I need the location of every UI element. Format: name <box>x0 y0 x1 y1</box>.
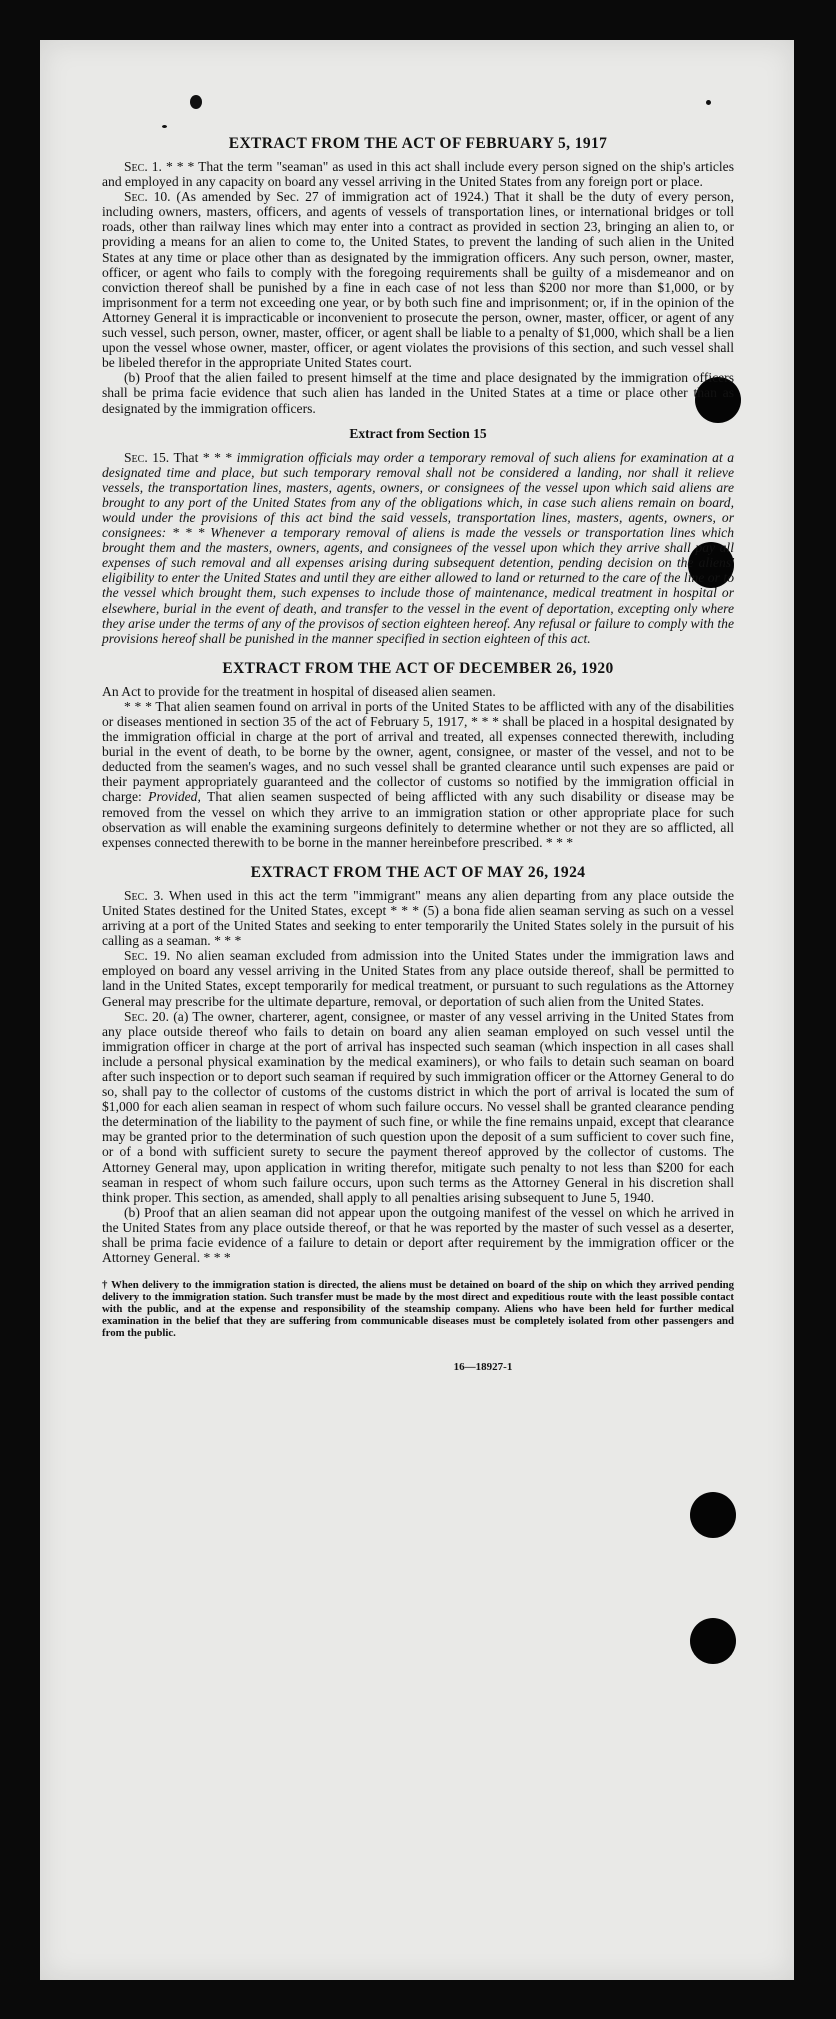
paragraph-sec-20 <box>102 1009 734 1205</box>
paragraph-sec-19 <box>102 948 734 1008</box>
heading-act-1924: EXTRACT FROM THE ACT OF MAY 26, 1924 <box>250 863 586 881</box>
section-label: Sec. 20. <box>124 1008 169 1024</box>
section-text: immigration officials may order a temporary removal of such aliens for examination at a designated time and place, but such temporary removal shall not be considered a landing, nor shall it relieve vessels, the transportation lines, masters, agents, owners, or consignees of the vessel upon which said aliens are brought to any port of the United States from any of the obligations which, in case such aliens remain on board, would under the provisions of this act bind the said vessels, transportation lines, masters, agents, owners, or consignees: * * * Whenever a temporary removal of aliens is made the vessels or transportation lines which brought them and the masters, owners, agents, and consignees of the vessel upon which they arrive shall pay all expenses of such removal and all expenses arising during subsequent detention, pending decision on the aliens' eligibility to enter the United States and until they are either allowed to land or returned to the care of the line or to the vessel which brought them, such expenses to include those of maintenance, medical treatment in hospital or elsewhere, burial in the event of death, and transfer to the vessel in the event of deportation, excepting only where they arise under the terms of any of the provisos of section eighteen hereof. Any refusal or failure to comply with the provisions hereof shall be punished in the manner specified in section eighteen of this act. <box>102 449 734 646</box>
paragraph-sec-3 <box>102 888 734 948</box>
section-text: * * * That the term "seaman" as used in this act shall include every person signed on the ship's articles and employed in any capacity on board any vessel arriving in the United States from any foreign port or place. <box>102 159 734 190</box>
paragraph-sec-15 <box>102 450 734 646</box>
proviso-label: Provided, <box>148 789 201 805</box>
section-text-2: That alien seamen suspected of being afflicted with any such disability or disease may be removed from the vessel on which they arrive to an immigration station or other appropriate place for such observation as will enable the examining surgeons definitely to determine whether or not they are so afflicted, all expenses connected therewith to be borne in the manner hereinbefore prescribed. * * * <box>102 789 734 850</box>
form-number: 16—18927-1 <box>453 1361 513 1374</box>
footnote-text: † When delivery to the immigration station is directed, the aliens must be detained on board of the ship on which they arrived pending delivery to the immigration station. Such transfer must be made by the most direct and expeditious route with the least possible contact with the public, and at the expense and responsibility of the steamship company. Aliens who have been held for further medical examination in the belief that they are suffering from communicable diseases must be completely isolated from other passengers and from the public. <box>102 1279 734 1340</box>
paragraph-sec-20-b: (b) Proof that an alien seaman did not appear upon the outgoing manifest of the vessel on which he arrived in the United States from any place outside thereof, or that he was reported by the master of such vessel as a deserter, shall be prima facie evidence of a failure to detain or deport after requirement by the immigration officer or the Attorney General. * * * <box>102 1204 734 1266</box>
ink-speck <box>162 125 167 128</box>
paragraph-sec-1 <box>102 159 734 189</box>
ink-speck <box>706 100 711 105</box>
heading-act-1920: EXTRACT FROM THE ACT OF DECEMBER 26, 1920 <box>222 659 614 677</box>
section-text: * * * That alien seamen found on arrival in ports of the United States to be afflicted with any of the disabilities or diseases mentioned in section 35 of the act of February 5, 1917, * * * shall be placed in a hospital designated by the immigration official in charge at the port of arrival and treated, all expenses connected therewith, including burial in the event of death, to be borne by the owner, agent, consignee, or master of the vessel, and not to be deducted from the seamen's wages, and no such vessel shall be granted clearance until such expenses are paid or their payment appropriately guaranteed and the collector of customs so notified by the immigration official in charge: <box>102 698 734 805</box>
section-text: (a) The owner, charterer, agent, consignee, or master of any vessel arriving in the United States from any place outside thereof who fails to detain on board any alien seaman employed on such vessel until the immigration officer in charge at the port of arrival has inspected such seaman (which inspection in all cases shall include a personal physical examination by the medical examiners), or who fails to detain such seaman on board after such inspection or to deport such seaman if required by such immigration officer or the Attorney General to do so, shall pay to the collector of customs of the customs district in which the port of arrival is located the sum of $1,000 for each alien seaman in respect of whom such failure occurs. No vessel shall be granted clearance pending the determination of the liability to the payment of such fine, or while the fine remains unpaid, except that clearance may be granted prior to the determination of such question upon the deposit of a sum sufficient to cover such fine, or of a bond with sufficient surety to secure the payment thereof approved by the collector of customs. The Attorney General may, upon application in writing therefor, mitigate such penalty to not less than $200 for each seaman in respect of whom such failure occurs, upon such terms as the Attorney General in his discretion shall think proper. This section, as amended, shall apply to all penalties arising subsequent to June 5, 1940. <box>102 1008 734 1205</box>
paragraph-sec-10-b: (b) Proof that the alien failed to present himself at the time and place designated by the immigration officers shall be prima facie evidence that such alien has landed in the United States at a time or place other than as designated by the immigration officers. <box>102 370 734 416</box>
section-label: Sec. 1. <box>124 159 162 174</box>
paragraph-act-1920 <box>102 699 734 850</box>
footnote <box>102 1279 734 1339</box>
act-1920-intro: An Act to provide for the treatment in hospital of diseased alien seamen. <box>102 683 496 699</box>
section-label: Sec. 19. <box>124 948 171 964</box>
section-text: No alien seaman excluded from admission into the United States under the immigration laws and employed on board any vessel arriving in the United States from any place outside thereof, shall be permitted to land in the United States, except temporarily for medical treatment, or pursuant to such regulations as the Attorney General may prescribe for the ultimate departure, removal, or deportation of such alien from the United States. <box>102 948 734 1009</box>
section-lead: That * * * <box>173 449 233 465</box>
heading-section-15: Extract from Section 15 <box>349 425 487 441</box>
ink-speck <box>190 95 202 109</box>
section-text: When used in this act the term "immigrant" means any alien departing from any place outside the United States destined for the United States, except * * * (5) a bona fide alien seaman serving as such on a vessel arriving at a port of the United States and seeking to enter temporarily the United States solely in the pursuit of his calling as a seaman. * * * <box>102 887 735 949</box>
punch-hole <box>690 1492 736 1538</box>
section-label: Sec. 3. <box>124 887 164 903</box>
document-body <box>102 135 734 1373</box>
punch-hole <box>690 1618 736 1664</box>
section-label: Sec. 10. <box>124 189 171 205</box>
section-label: Sec. 15. <box>124 449 170 465</box>
document-page <box>40 40 794 1980</box>
section-text: (As amended by Sec. 27 of immigration act of 1924.) That it shall be the duty of every person, including owners, masters, officers, and agents of vessels of transportation lines, or international bridges or toll roads, other than railway lines which may enter into a contract as provided in section 23, bringing an alien to, or providing a means for an alien to come to, the United States, to prevent the landing of such alien in the United States at any time or place other than as designated by the immigration officers. Any such person, owner, master, officer, or agent who fails to comply with the foregoing requirements shall be guilty of a misdemeanor and on conviction thereof shall be punished by a fine in each case of not less than $200 nor more than $1,000, or by imprisonment for a term not exceeding one year, or by both such fine and imprisonment; or, if in the opinion of the Attorney General it is impracticable or inconvenient to prosecute the person, owner, master, officer, or agent of any such vessel, such person, owner, master, officer, or agent shall be liable to a penalty of $1,000, which shall be a lien upon the vessel whose owner, master, officer, or agent violates the provisions of this section, and such vessel shall be libeled therefor in the appropriate United States court. <box>102 189 734 371</box>
heading-act-1917: EXTRACT FROM THE ACT OF FEBRUARY 5, 1917 <box>228 135 608 152</box>
paragraph-sec-10 <box>102 189 734 370</box>
